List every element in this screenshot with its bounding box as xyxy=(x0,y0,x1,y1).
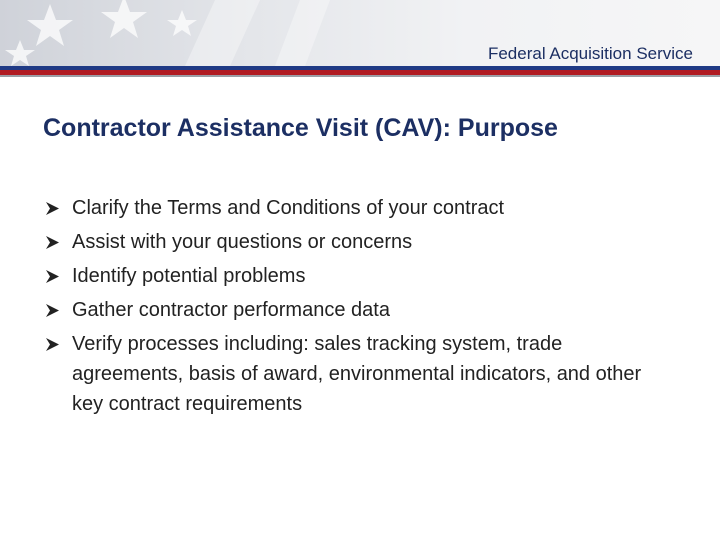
bullet-item xyxy=(45,329,685,419)
arrow-bullet-icon xyxy=(45,295,63,325)
bullet-item xyxy=(45,295,685,325)
bullet-item xyxy=(45,261,685,291)
star-icon xyxy=(101,0,147,38)
bullet-text: Identify potential problems xyxy=(72,265,306,287)
arrow-bullet-icon xyxy=(45,227,63,257)
star-icon xyxy=(167,10,197,36)
bullet-text: Verify processes including: sales tracking system, trade agreements, basis of award, environmental indicators, and other key contract requirements xyxy=(72,333,642,415)
arrow-bullet-icon xyxy=(45,329,63,359)
bullet-item xyxy=(45,193,685,223)
bullet-item xyxy=(45,227,685,257)
bullet-text: Gather contractor performance data xyxy=(72,299,390,321)
bullet-text: Assist with your questions or concerns xyxy=(72,231,413,253)
arrow-bullet-icon xyxy=(45,261,63,291)
star-icon xyxy=(27,4,73,46)
bullet-text: Clarify the Terms and Conditions of your contract xyxy=(72,197,505,219)
header-banner xyxy=(0,0,720,66)
bullet-list xyxy=(45,193,685,423)
header-stripe-gray xyxy=(0,75,720,77)
organization-name: Federal Acquisition Service xyxy=(487,44,693,63)
slide-title: Contractor Assistance Visit (CAV): Purpose xyxy=(43,114,558,142)
arrow-bullet-icon xyxy=(45,193,63,223)
star-icon xyxy=(5,40,35,66)
